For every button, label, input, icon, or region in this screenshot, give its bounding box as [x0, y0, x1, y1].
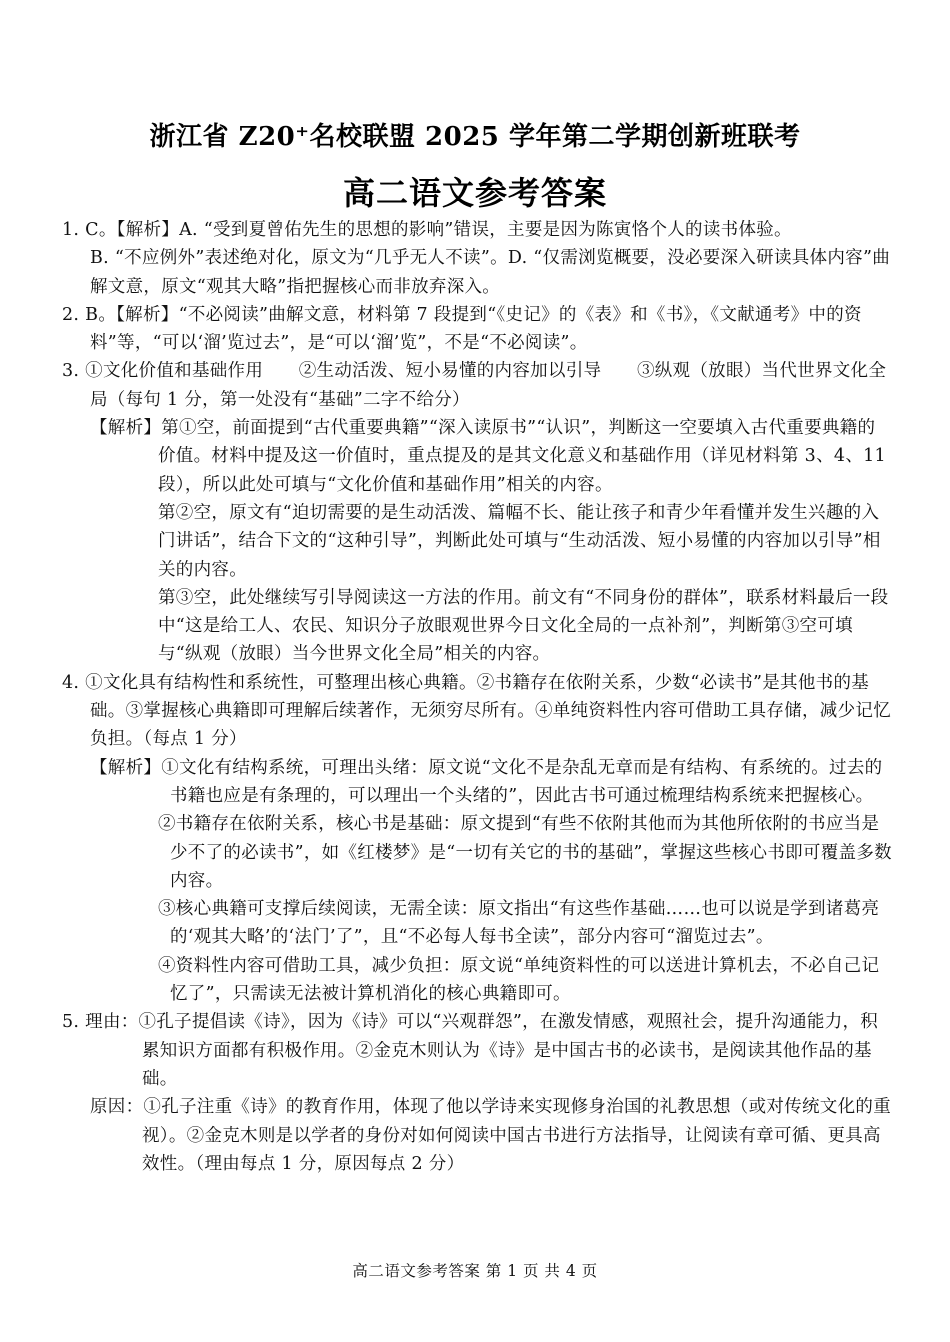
q4-explanation-4: ④资料性内容可借助工具，减少负担：原文说“单纯资料性的可以送进计算机去，不必自己记忆了”，只需读无法被计算机消化的核心典籍即可。	[158, 955, 880, 1005]
q4-answer: 4. ①文化具有结构性和系统性，可整理出核心典籍。②书籍存在依附关系，少数“必读书”是其他书的基础。③掌握核心典籍即可理解后续著作，无须穷尽所有。④单纯资料性内容可借助工具存储，减少记忆负担。（每点 1 分）	[62, 672, 891, 750]
q3-explanation-1: 【解析】第①空，前面提到“古代重要典籍”“深入读原书”“认识”，判断这一空要填入古代重要典籍的价值。材料中提及这一价值时，重点提及的是其文化意义和基础作用（详见材料第 3、4、11 段），所以此处可填与“文化价值和基础作用”相关的内容。	[90, 418, 886, 495]
q4-explanation-2: ②书籍存在依附关系，核心书是基础：原文提到“有些不依附其他而为其他所依附的书应当是少不了的必读书”，如《红楼梦》是“一切有关它的书的基础”，掌握这些核心书即可覆盖多数内容。	[158, 814, 892, 891]
q1-explanation-a: 1. C。【解析】A. “受到夏曾佑先生的思想的影响”错误，主要是因为陈寅恪个人的读书体验。	[62, 220, 792, 240]
question-4	[62, 669, 892, 1009]
exam-title: 浙江省 Z20⁺名校联盟 2025 学年第二学期创新班联考	[149, 122, 801, 152]
q4-explanation-3: ③核心典籍可支撑后续阅读，无需全读：原文指出“有这些作基础……也可以说是学到诸葛亮的‘观其大略’的‘法门’了”，且“不必每人每书全读”，部分内容可“溜览过去”。	[158, 899, 880, 948]
question-5	[62, 1008, 892, 1178]
q5-cause: 原因：①孔子注重《诗》的教育作用，体现了他以学诗来实现修身治国的礼教思想（或对传统文化的重视）。②金克木则是以学者的身份对如何阅读中国古书进行方法指导，让阅读有章可循、更具高效性。（理由每点 1 分，原因每点 2 分）	[90, 1097, 891, 1174]
question-2	[62, 301, 892, 358]
q1-explanation-bd: B. “不应例外”表述绝对化，原文为“几乎无人不读”。D. “仅需浏览概要，没必要深入研读具体内容”曲解文意，原文“观其大略”指把握核心而非放弃深入。	[90, 248, 890, 297]
q4-explanation-1: 【解析】①文化有结构系统，可理出头绪：原文说“文化不是杂乱无章而是有结构、有系统的。过去的书籍也应是有条理的，可以理出一个头绪的”，因此古书可通过梳理结构系统来把握核心。	[90, 757, 883, 806]
q3-explanation-3: 第③空，此处继续写引导阅读这一方法的作用。前文有“不同身份的群体”，联系材料最后一段中“这是给工人、农民、知识分子放眼观世界今日文化全局的一点补剂”，判断第③空可填与“纵观（放眼）当今世界文化全局”相关的内容。	[158, 587, 889, 665]
page-footer: 高二语文参考答案 第 1 页 共 4 页	[352, 1262, 598, 1280]
document-title: 高二语文参考答案	[342, 174, 607, 212]
q3-answer: 3. ①文化价值和基础作用 ②生动活泼、短小易懂的内容加以引导 ③纵观（放眼）当代世界文化全局（每句 1 分，第一处没有“基础”二字不给分）	[62, 361, 887, 410]
question-1	[62, 216, 892, 301]
q5-reason: 5. 理由：①孔子提倡读《诗》，因为《诗》可以“兴观群怨”，在激发情感，观照社会，提升沟通能力，积累知识方面都有积极作用。②金克木则认为《诗》是中国古书的必读书，是阅读其他作品的基础。	[62, 1012, 879, 1089]
q3-explanation-2: 第②空，原文有“迫切需要的是生动活泼、篇幅不长、能让孩子和青少年看懂并发生兴趣的入门讲话”，结合下文的“这种引导”，判断此处可填与“生动活泼、短小易懂的内容加以引导”相关的内容。	[158, 502, 881, 580]
q2-explanation: 2. B。【解析】“不必阅读”曲解文意，材料第 7 段提到“《史记》的《表》和《书》，《文献通考》中的资料”等，“可以‘溜’览过去”，是“可以‘溜’览”，不是“不必阅读”。	[62, 304, 862, 354]
question-3	[62, 357, 892, 668]
answer-body	[62, 216, 892, 1178]
